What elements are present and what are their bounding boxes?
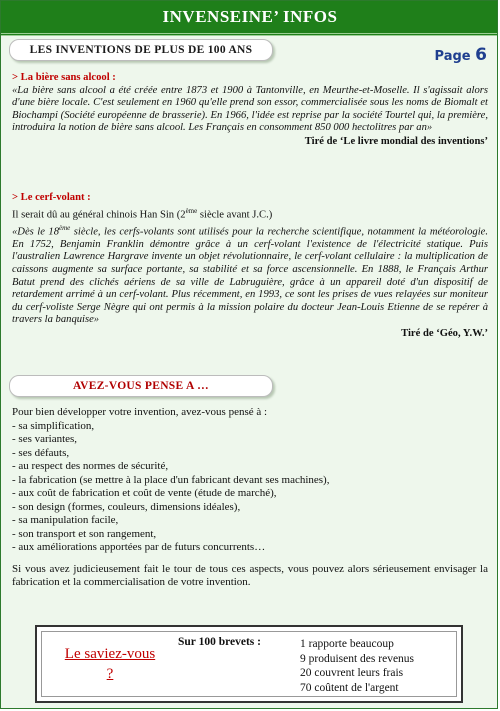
header-banner bbox=[1, 1, 498, 36]
fact-line: 9 produisent des revenus bbox=[300, 652, 415, 665]
article-source: Tiré de ‘Géo, Y.W.’ bbox=[401, 328, 488, 339]
list-item: - au respect des normes de sécurité, bbox=[12, 460, 169, 472]
article-intro: Il serait dû au général chinois Han Sin (2ème siècle avant J.C.) bbox=[12, 206, 273, 221]
page-number-value: 6 bbox=[475, 45, 487, 65]
page-label: Page bbox=[434, 49, 471, 64]
article-heading: > Le cerf-volant : bbox=[12, 192, 91, 203]
list-item: - aux coût de fabrication et coût de vente (étude de marché), bbox=[12, 487, 277, 499]
section-tab-inventions: LES INVENTIONS DE PLUS DE 100 ANS bbox=[9, 39, 273, 61]
list-item: - ses défauts, bbox=[12, 446, 70, 459]
page-number bbox=[435, 45, 487, 65]
list-item: - aux améliorations apportées par de futurs concurrents… bbox=[12, 541, 266, 553]
article-heading: > La bière sans alcool : bbox=[12, 72, 116, 83]
article-body: «Dès le 18ème siècle, les cerfs-volants sont utilisés pour la recherche scientifique, notamment la météorologie. En 1752, Benjamin Franklin démontre grâce à un cerf-volant l'existence de l'électricité statique. Puis l'australien Lawrence Hargrave invente un objet révolutionnaire, le cerf-volant cellulaire : la multiplication de caissons augmente sa surface portante, sa stabilité et sa force ascensionnelle. En 1888, le Français Arthur Batut prend des clichés aériens de sa ville de Labruguière, grâce à un appareil doté d'un dispositif de retardement arrimé à un cerf-volant. Plus récemment, en 1993, ce sont les prises de vues relayées sur moniteur du cerf-voliste Serge Nègre qui ont permis à la mission polaire du docteur Jean-Louis Etienne de se repérer à travers la banquise» bbox=[12, 223, 488, 326]
list-item: - la fabrication (se mettre à la place d'un fabricant devant ses machines), bbox=[12, 473, 330, 486]
list-item: - son design (formes, couleurs, dimensions idéales), bbox=[12, 500, 241, 513]
article-cerf-volant bbox=[12, 192, 488, 341]
fact-line: 20 couvrent leurs frais bbox=[300, 667, 404, 679]
article-source: Tiré de ‘Le livre mondial des inventions’ bbox=[304, 135, 488, 147]
did-you-know-inner-frame bbox=[41, 631, 457, 697]
list-item: - sa simplification, bbox=[12, 419, 95, 432]
list-item: - ses variantes, bbox=[12, 433, 78, 445]
list-item: - son transport et son rangement, bbox=[12, 527, 157, 540]
article-biere bbox=[12, 72, 488, 149]
patents-facts bbox=[300, 637, 414, 695]
checklist-section bbox=[12, 406, 488, 590]
fact-line: 70 coûtent de l'argent bbox=[300, 681, 399, 694]
did-you-know-title: Le saviez-vous ? bbox=[64, 646, 156, 682]
article-body: «La bière sans alcool a été créée entre 1873 et 1900 à Tantonville, en Meurthe-et-Moselle. Il s'agissait alors d'une bière locale. C'est seulement en 1960 qu'elle prend son essor, commercialisée sous les noms de Biomalt et Biochampi (Société européenne de brasserie). En 1966, l'idée est reprise par la société Tourtel qui, la première, introduira la notion de bière sans alcool. Les Français en consomment 850 000 hectolitres par an» bbox=[12, 84, 488, 134]
checklist-closing: Si vous avez judicieusement fait le tour de tous ces aspects, vous pouvez alors sérieusement envisager la fabrication et la commercialisation de votre invention. bbox=[12, 562, 488, 588]
did-you-know-box bbox=[35, 625, 463, 703]
checklist bbox=[12, 420, 488, 555]
section-tab-avez-vous-pense: AVEZ-VOUS PENSE A … bbox=[9, 375, 273, 397]
fact-line: 1 rapporte beaucoup bbox=[300, 638, 394, 650]
checklist-intro: Pour bien développer votre invention, avez-vous pensé à : bbox=[12, 406, 268, 418]
newsletter-title: INVENSEINE’ INFOS bbox=[162, 7, 338, 26]
patents-label: Sur 100 brevets : bbox=[178, 636, 261, 648]
list-item: - sa manipulation facile, bbox=[12, 514, 119, 526]
